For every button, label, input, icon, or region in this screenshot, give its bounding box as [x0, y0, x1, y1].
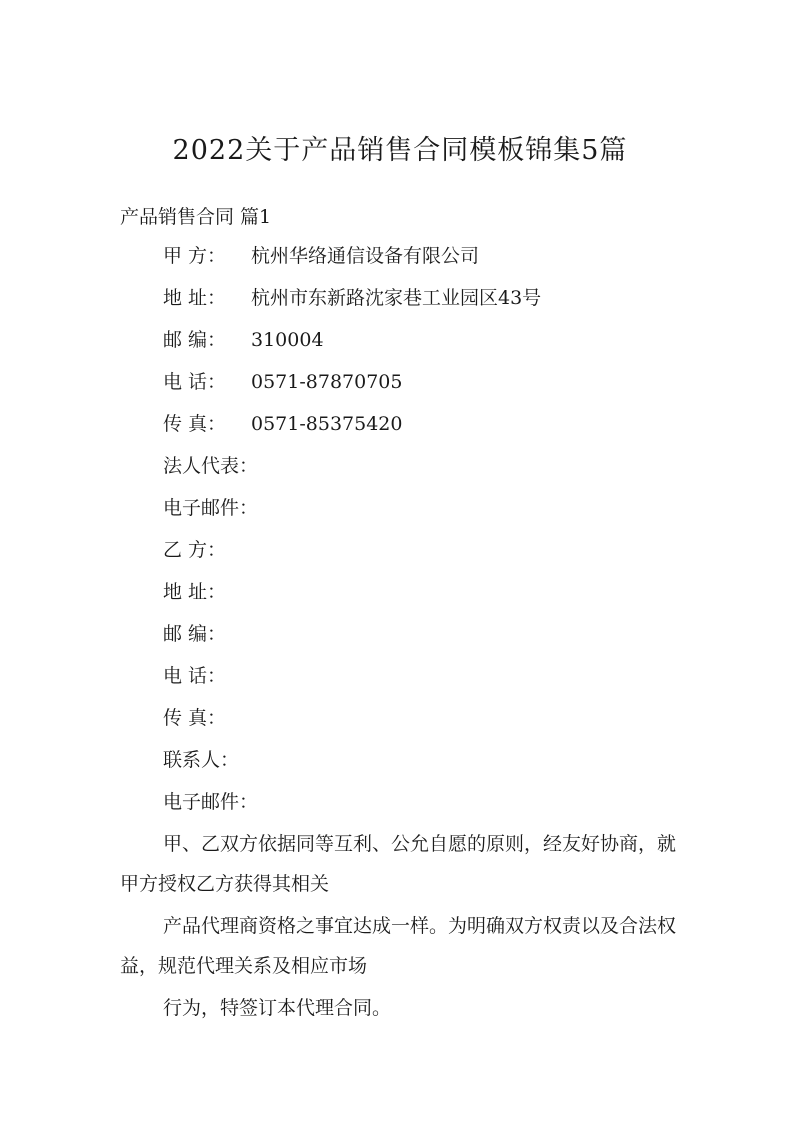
- contract-party-fields: [163, 242, 541, 830]
- party-a-name-row: [163, 242, 541, 284]
- party-a-postcode-label: 邮 编：: [163, 329, 227, 351]
- body-paragraph: 产品代理商资格之事宜达成一样。为明确双方权责以及合法权益，规范代理关系及相应市场: [120, 915, 677, 977]
- party-a-name-label: 甲 方：: [163, 245, 227, 267]
- party-a-email-label: 电子邮件：: [163, 497, 259, 519]
- party-a-address-row: [163, 284, 541, 326]
- party-a-email-row: [163, 494, 541, 536]
- party-a-name-value: 杭州华络通信设备有限公司: [251, 245, 480, 267]
- party-b-fax-label: 传 真：: [163, 707, 227, 729]
- party-a-fax-value: 0571-85375420: [251, 413, 403, 435]
- body-paragraph: 甲、乙双方依据同等互利、公允自愿的原则，经友好协商，就甲方授权乙方获得其相关: [120, 833, 677, 895]
- party-a-address-label: 地 址：: [163, 287, 227, 309]
- party-a-fax-label: 传 真：: [163, 413, 227, 435]
- party-b-postcode-row: [163, 620, 541, 662]
- party-b-phone-row: [163, 662, 541, 704]
- party-b-contact-label: 联系人：: [163, 749, 240, 771]
- party-a-phone-row: [163, 368, 541, 410]
- document-title: 2022关于产品销售合同模板锦集5篇: [172, 135, 628, 166]
- party-b-name-row: [163, 536, 541, 578]
- party-b-address-row: [163, 578, 541, 620]
- party-b-name-label: 乙 方：: [163, 539, 227, 561]
- body-paragraph: 行为，特签订本代理合同。: [163, 997, 392, 1019]
- party-a-postcode-value: 310004: [251, 329, 324, 351]
- party-b-fax-row: [163, 704, 541, 746]
- section-heading: 产品销售合同 篇1: [120, 206, 272, 228]
- party-b-phone-label: 电 话：: [163, 665, 227, 687]
- party-b-email-label: 电子邮件：: [163, 791, 259, 813]
- party-a-legal-rep-label: 法人代表：: [163, 455, 259, 477]
- party-a-phone-value: 0571-87870705: [251, 371, 403, 393]
- party-a-legal-rep-row: [163, 452, 541, 494]
- party-b-contact-row: [163, 746, 541, 788]
- party-a-postcode-row: [163, 326, 541, 368]
- party-b-address-label: 地 址：: [163, 581, 227, 603]
- party-a-address-value: 杭州市东新路沈家巷工业园区43号: [251, 287, 542, 309]
- party-a-phone-label: 电 话：: [163, 371, 227, 393]
- party-b-postcode-label: 邮 编：: [163, 623, 227, 645]
- party-a-fax-row: [163, 410, 541, 452]
